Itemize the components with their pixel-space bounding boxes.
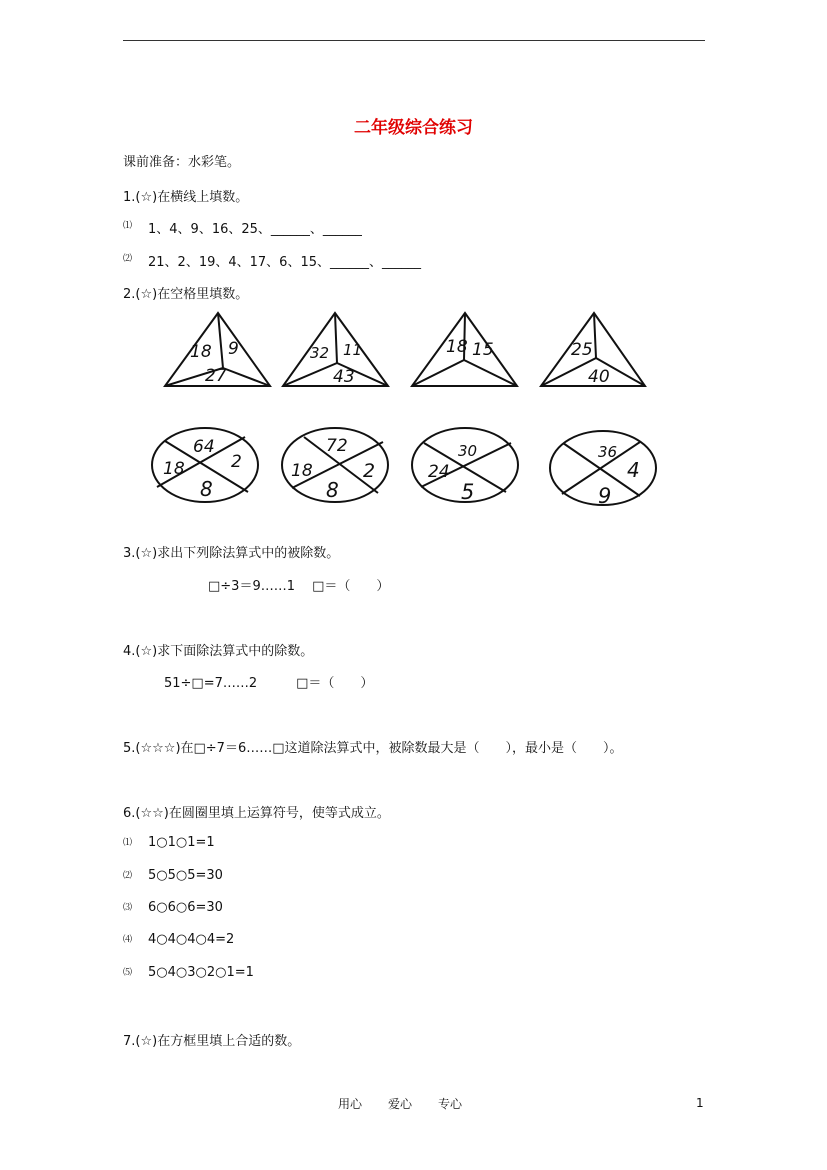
equation-text: 5○4○3○2○1=1 [148,965,254,980]
page-title: 二年级综合练习 [354,118,473,138]
triangle-1-left: 18 [190,342,212,362]
equation-text: 5○5○5=30 [148,868,223,883]
item-number: ⑷ [123,935,133,945]
oval-3-bottom: 5 [461,480,475,504]
q4-heading: 4.(☆)求下面除法算式中的除数。 [123,644,314,659]
q1-heading: 1.(☆)在横线上填数。 [123,190,249,205]
q6-heading: 6.(☆☆)在圆圈里填上运算符号，使等式成立。 [123,806,390,821]
oval-3-top: 30 [458,442,478,460]
item-number: ⑶ [123,903,133,913]
q6-item-2 [123,868,223,883]
q6-item-4 [123,932,234,947]
q6-item-3 [123,900,223,915]
oval-2-bottom: 8 [326,478,339,502]
triangle-4-bottom: 40 [588,367,610,387]
oval-2-top: 72 [326,436,348,456]
oval-1-left: 18 [163,459,185,479]
q6-item-1 [123,835,215,850]
q2-heading: 2.(☆)在空格里填数。 [123,287,249,302]
sequence-text: 1、4、9、16、25、______、______ [148,222,362,237]
prep-note: 课前准备：水彩笔。 [123,155,241,170]
oval-3-left: 24 [428,462,450,482]
oval-1-right: 2 [231,452,242,472]
item-number: ⑵ [123,254,133,264]
item-number: ⑵ [123,871,133,881]
triangle-4-left: 25 [571,340,593,360]
footer-item-1: 用心 [338,1097,363,1111]
page-number: 1 [696,1096,704,1110]
triangle-3-right: 15 [472,340,494,360]
oval-2-right: 2 [363,460,376,482]
q3-heading: 3.(☆)求出下列除法算式中的被除数。 [123,546,340,561]
item-number: ⑴ [123,221,133,231]
triangle-2-right: 11 [343,341,363,359]
equation-text: 1○1○1=1 [148,835,215,850]
oval-2-left: 18 [291,461,313,481]
q3-expression: □÷3＝9……1 □＝（ ） [208,579,390,594]
oval-1-bottom: 8 [200,477,213,501]
triangle-3-left: 18 [446,337,468,357]
triangle-1-right: 9 [228,339,239,359]
q6-item-5 [123,965,254,980]
equation-text: 4○4○4○4=2 [148,932,235,947]
oval-4-top: 36 [598,443,618,461]
triangle-2-left: 32 [310,344,330,362]
oval-1-top: 64 [193,437,215,457]
q4-expression: 51÷□=7……2 □＝（ ） [164,676,374,691]
q5-text: 5.(☆☆☆)在□÷7＝6……□这道除法算式中，被除数最大是（ ），最小是（ ）。 [123,741,623,756]
item-number: ⑸ [123,968,133,978]
triangle-1-bottom: 27 [205,366,227,386]
sequence-text: 21、2、19、4、17、6、15、______、______ [148,255,421,270]
equation-text: 6○6○6=30 [148,900,223,915]
oval-4-right: 4 [627,458,640,482]
footer-item-2: 爱心 [388,1097,413,1111]
footer-item-3: 专心 [438,1097,463,1111]
item-number: ⑴ [123,838,133,848]
triangle-2-bottom: 43 [333,367,355,387]
oval-4-bottom: 9 [598,484,612,508]
q7-heading: 7.(☆)在方框里填上合适的数。 [123,1034,301,1049]
